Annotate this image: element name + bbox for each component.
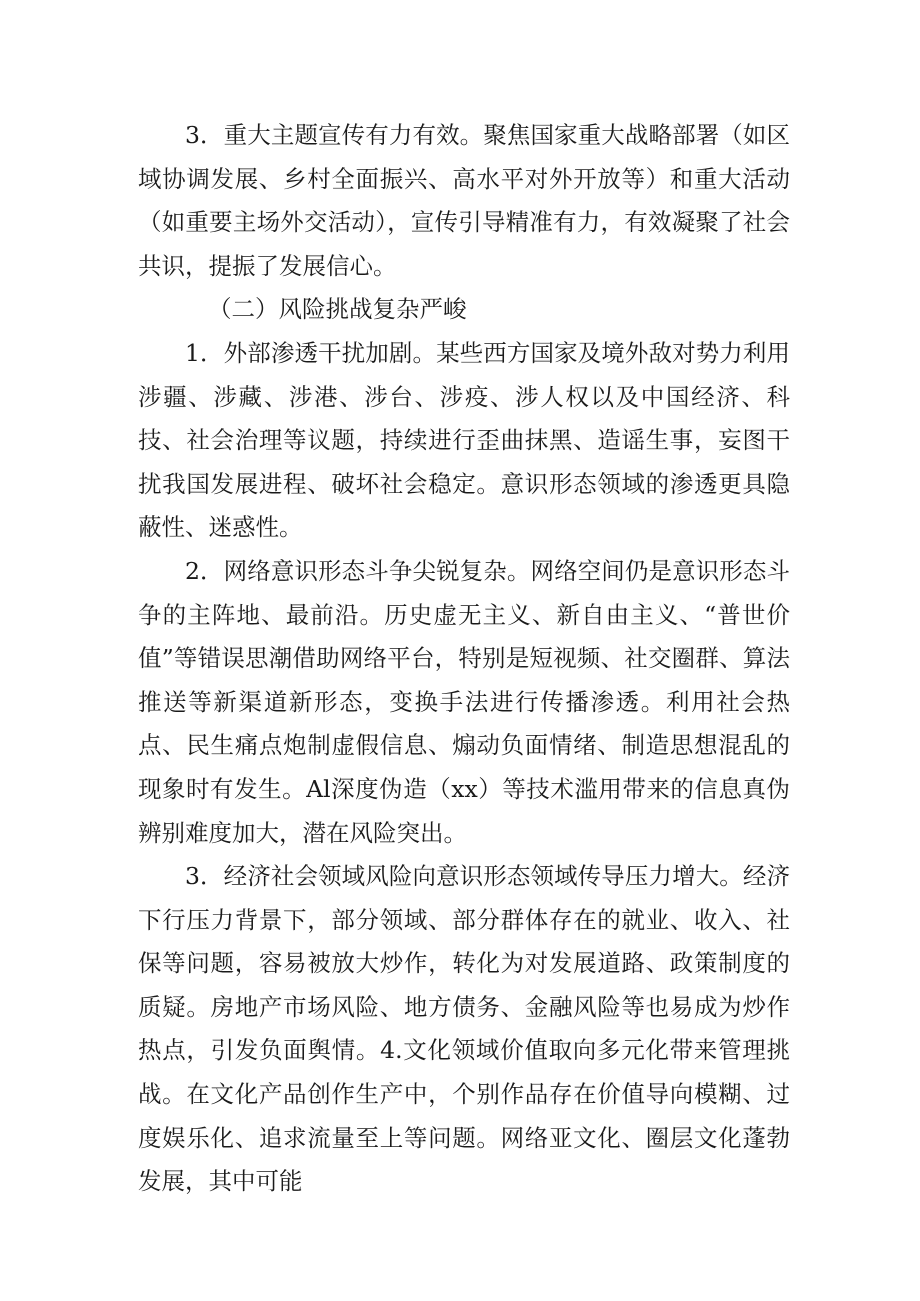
section-heading-risks: （二）风险挑战复杂严峻	[208, 295, 467, 324]
paragraph-publicity-effective: 3．重大主题宣传有力有效。聚焦国家重大战略部署（如区域协调发展、乡村全面振兴、高水平对外开放等）和重大活动（如重要主场外交活动），宣传引导精准有力，有效凝聚了社会共识，提振了发展信心。	[138, 121, 790, 280]
paragraph-online-ideology: 2．网络意识形态斗争尖锐复杂。网络空间仍是意识形态斗争的主阵地、最前沿。历史虚无主义、新自由主义、“普世价值”等错误思潮借助网络平台，特别是短视频、社交圈群、算法推送等新渠道新形态，变换手法进行传播渗透。利用社会热点、民生痛点炮制虚假信息、煽动负面情绪、制造思想混乱的现象时有发生。Al深度伪造（xx）等技术滥用带来的信息真伪辨别难度加大，潜在风险突出。	[138, 556, 790, 847]
paragraph-economic-risk: 3．经济社会领域风险向意识形态领域传导压力增大。经济下行压力背景下，部分领域、部分群体存在的就业、收入、社保等问题，容易被放大炒作，转化为对发展道路、政策制度的质疑。房地产市场风险、地方债务、金融风险等也易成为炒作热点，引发负面舆情。4.文化领域价值取向多元化带来管理挑战。在文化产品创作生产中，个别作品存在价值导向模糊、过度娱乐化、追求流量至上等问题。网络亚文化、圈层文化蓬勃发展，其中可能	[138, 862, 790, 1196]
document-body	[138, 114, 790, 1204]
paragraph-external-infiltration: 1．外部渗透干扰加剧。某些西方国家及境外敌对势力利用涉疆、涉藏、涉港、涉台、涉疫、涉人权以及中国经济、科技、社会治理等议题，持续进行歪曲抹黑、造谣生事，妄图干扰我国发展进程、破坏社会稳定。意识形态领域的渗透更具隐蔽性、迷惑性。	[138, 338, 790, 542]
